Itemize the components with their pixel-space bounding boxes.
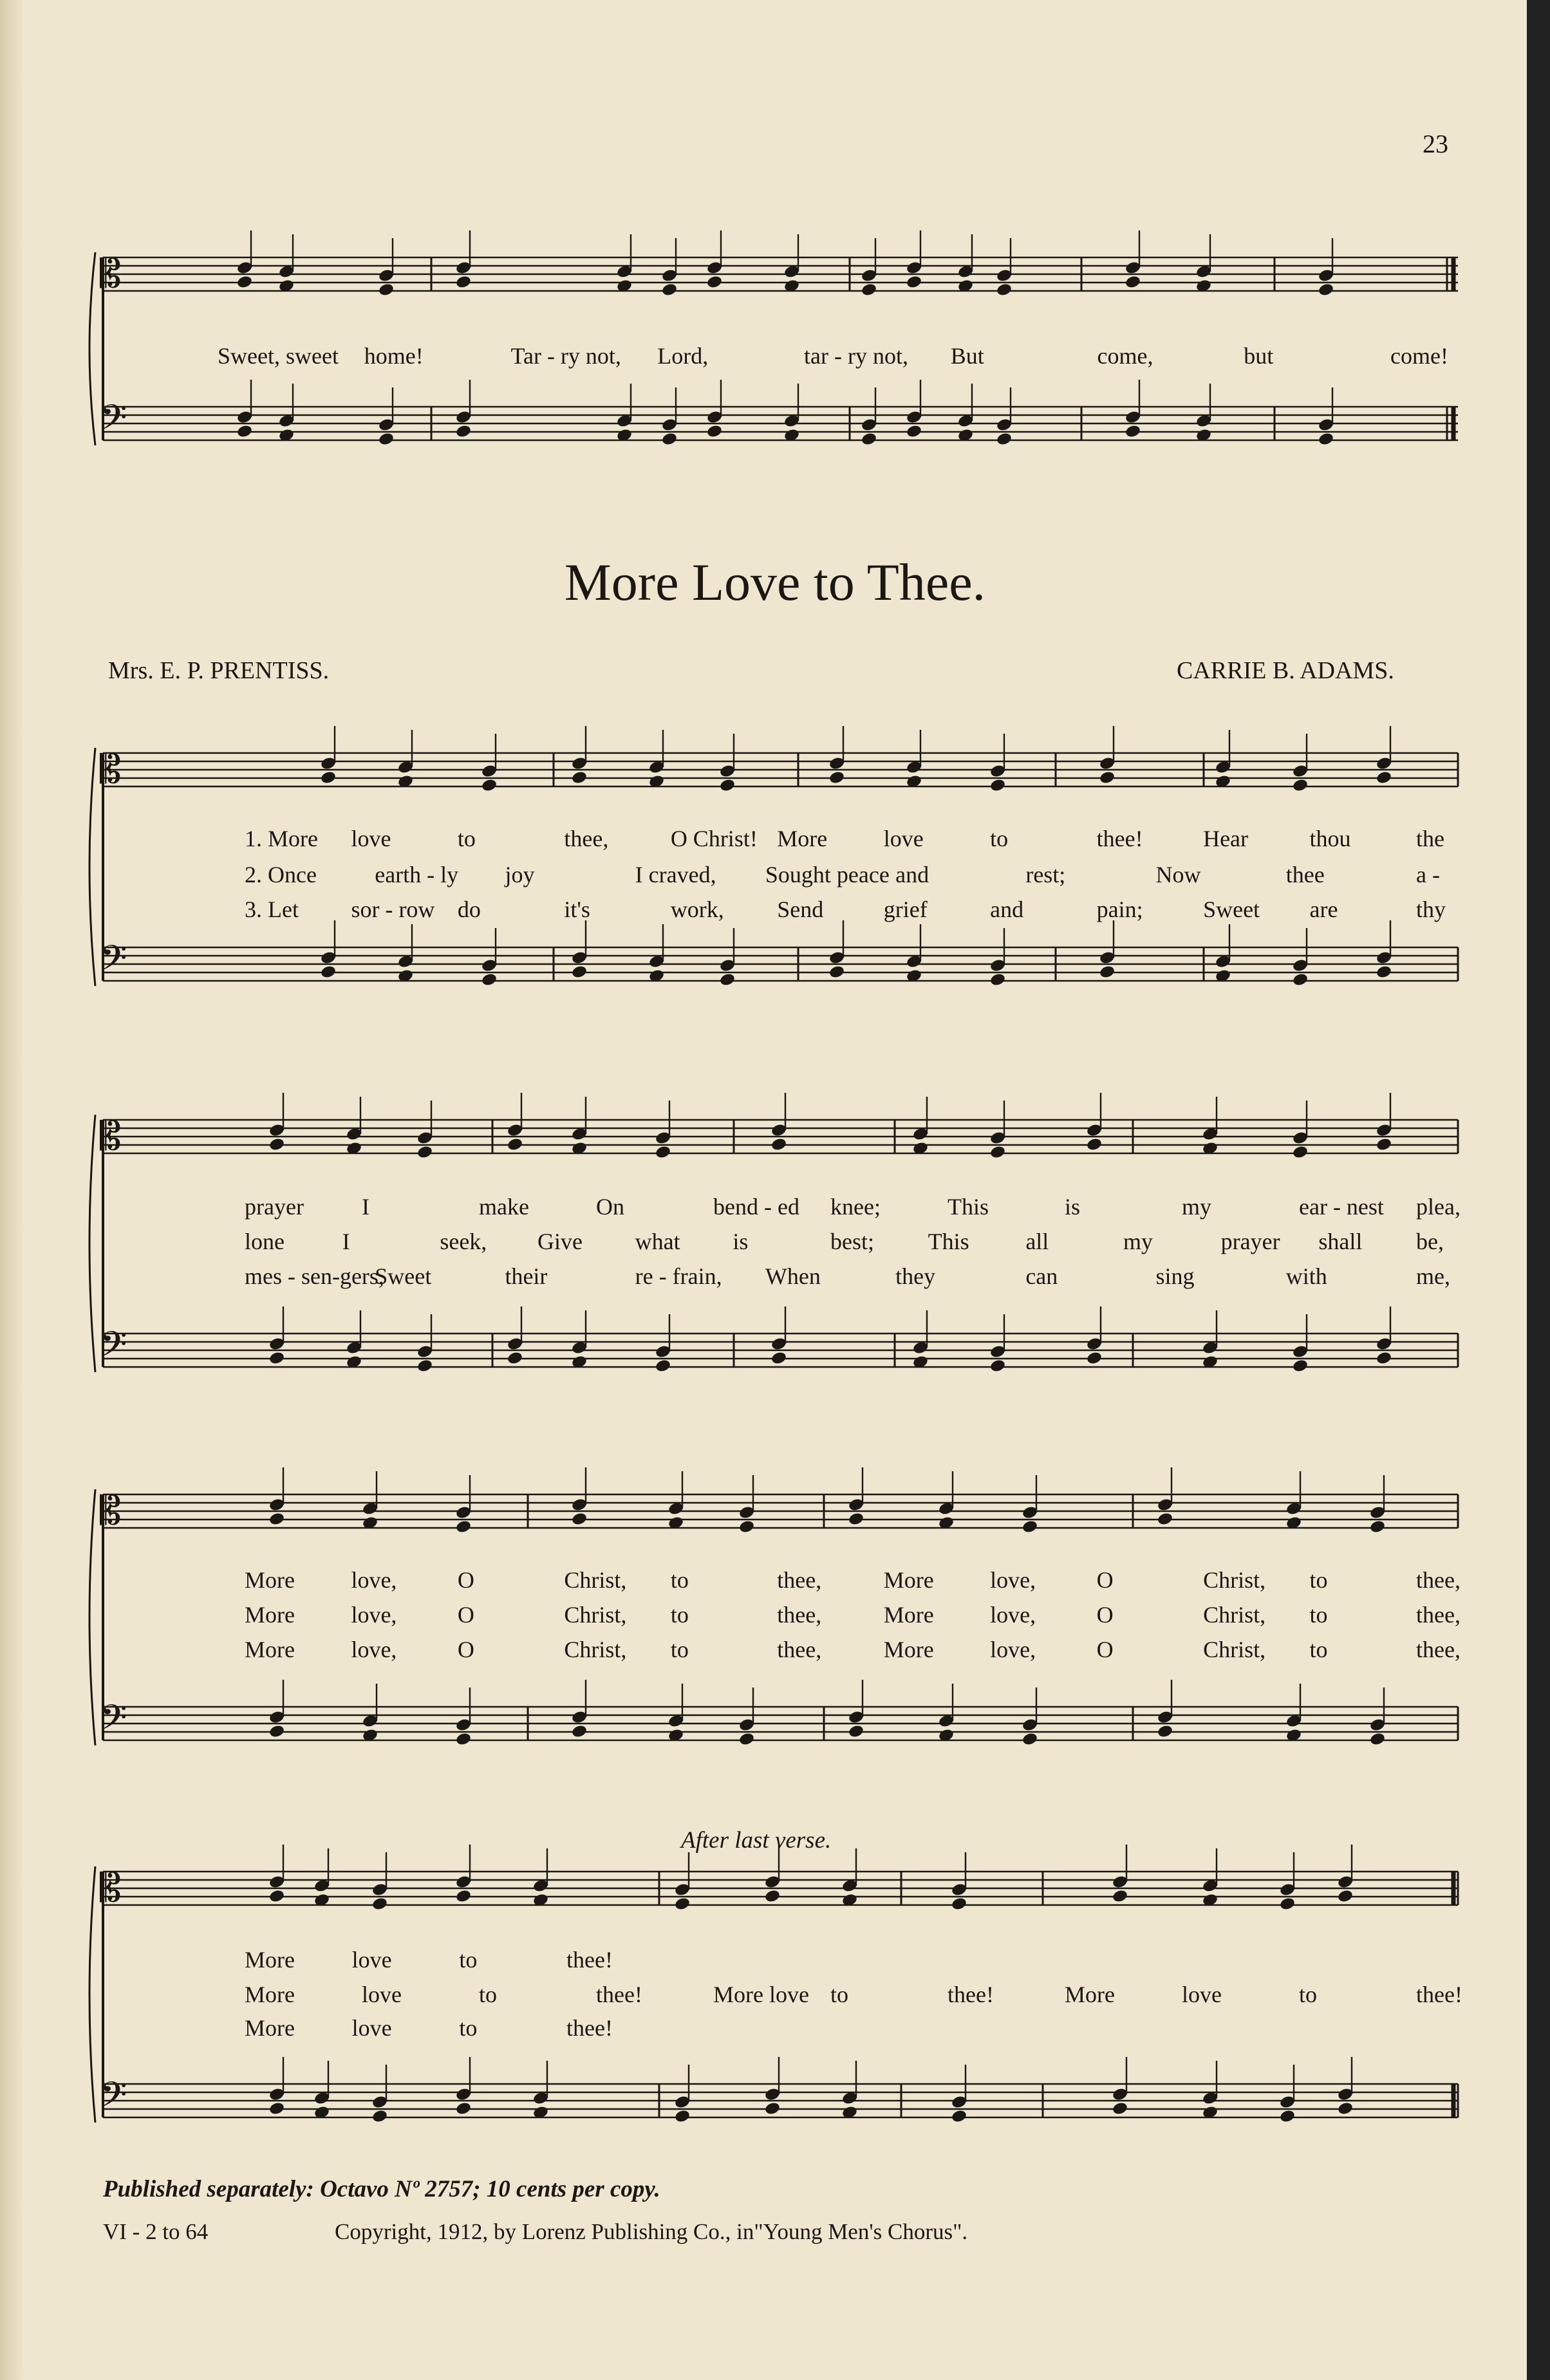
treble-clef-icon: 𝄡 (100, 1489, 122, 1534)
bass-notes-4-notehead (674, 2109, 691, 2124)
lyric-syllable: O Christ! (670, 826, 758, 851)
lyric-syllable: grief (883, 897, 928, 922)
lyric-syllable: Lord, (657, 343, 709, 369)
lyric-syllable: I (362, 1194, 369, 1220)
bass-notes-2-notehead (770, 1351, 787, 1366)
treble-notes-2-notehead (1376, 1137, 1392, 1152)
lyric-syllable: More (883, 1567, 934, 1593)
treble-notes-0-notehead (455, 275, 472, 290)
lyric-syllable: Now (1155, 862, 1201, 888)
lyric-syllable: More love (713, 1982, 809, 2007)
treble-notes-4-notehead (1112, 1889, 1128, 1904)
bass-notes-4-notehead (764, 2101, 781, 2116)
bass-notes-3-notehead (455, 1732, 472, 1747)
bass-notes-0-notehead (996, 432, 1013, 447)
lyric-syllable: More (245, 1982, 295, 2007)
bass-notes-4-notehead (268, 2101, 285, 2116)
lyric-syllable: thee (1285, 862, 1325, 888)
treble-notes-3-notehead (571, 1512, 588, 1527)
lyric-syllable: my (1123, 1229, 1153, 1254)
lyric-syllable: Christ, (564, 1567, 627, 1593)
publication-note: Published separately: Octavo Nº 2757; 10 cents per copy. (103, 2176, 660, 2202)
lyric-syllable: thee! (1416, 1982, 1462, 2007)
brace-icon (89, 252, 95, 445)
lyric-syllable: More (883, 1602, 934, 1628)
treble-clef-icon: 𝄡 (100, 252, 122, 297)
lyric-syllable: Christ, (1203, 1602, 1266, 1628)
lyric-syllable: More (245, 1602, 295, 1628)
treble-clef-icon: 𝄡 (100, 1866, 122, 1911)
treble-notes-4-notehead (951, 1897, 967, 1911)
after-last-verse-direction: After last verse. (681, 1827, 832, 1854)
bass-clef-icon: 𝄢 (100, 938, 127, 987)
lyric-syllable: work, (670, 897, 724, 922)
lyric-syllable: and (895, 862, 929, 888)
lyric-syllable: come, (1097, 343, 1153, 369)
lyric-syllable: O (1096, 1637, 1114, 1662)
bass-notes-1-notehead (989, 972, 1006, 987)
lyric-syllable: a - (1416, 862, 1440, 888)
treble-notes-2-notehead (416, 1145, 433, 1160)
lyric-syllable: love, (351, 1567, 397, 1593)
lyric-syllable: Christ, (564, 1637, 627, 1662)
lyric-syllable: When (765, 1263, 821, 1289)
lyric-syllable: I (342, 1229, 350, 1254)
bass-notes-4-notehead (951, 2109, 967, 2124)
lyric-syllable: thee, (564, 826, 609, 851)
bass-notes-3-notehead (571, 1724, 588, 1739)
lyric-syllable: make (479, 1194, 529, 1220)
bass-notes-0-notehead (378, 432, 395, 447)
lyric-syllable: plea, (1416, 1194, 1461, 1220)
lyric-syllable: to (990, 826, 1009, 851)
lyric-syllable: Christ, (1203, 1637, 1266, 1662)
treble-notes-2-notehead (507, 1137, 523, 1152)
lyric-syllable: More (245, 1567, 295, 1593)
lyric-syllable: thy (1416, 897, 1446, 922)
lyric-syllable: prayer (245, 1194, 304, 1220)
lyric-syllable: O (1096, 1567, 1114, 1593)
bass-notes-2-notehead (989, 1359, 1006, 1373)
treble-notes-3-notehead (455, 1520, 472, 1534)
lyric-syllable: But (950, 343, 984, 369)
lyric-syllable: lone (245, 1229, 285, 1254)
lyric-syllable: thee! (566, 2015, 613, 2041)
lyric-syllable: they (895, 1263, 936, 1289)
song-title: More Love to Thee. (564, 553, 986, 611)
bass-clef-icon: 𝄢 (100, 1324, 127, 1373)
treble-notes-3-notehead (268, 1512, 285, 1527)
bass-notes-0-notehead (455, 424, 472, 439)
lyric-syllable: to (459, 1947, 478, 1973)
lyric-syllable: Give (537, 1229, 583, 1254)
lyric-syllable: More (245, 2015, 295, 2041)
lyric-syllable: shall (1318, 1229, 1363, 1254)
lyric-syllable: the (1416, 826, 1444, 851)
lyric-syllable: love (362, 1982, 402, 2007)
lyric-syllable: Christ, (1203, 1567, 1266, 1593)
treble-notes-0-notehead (1318, 283, 1334, 297)
bass-notes-0-notehead (236, 424, 253, 439)
treble-notes-4-notehead (764, 1889, 781, 1904)
lyric-syllable: O (457, 1637, 474, 1662)
bass-notes-0-notehead (661, 432, 678, 447)
lyric-syllable: all (1025, 1229, 1049, 1254)
treble-notes-0-notehead (1125, 275, 1141, 290)
author-words: Mrs. E. P. PRENTISS. (108, 657, 330, 684)
lyric-syllable: thee, (1416, 1637, 1461, 1662)
bass-notes-4-notehead (1337, 2101, 1354, 2116)
lyric-syllable: prayer (1220, 1229, 1280, 1254)
lyric-syllable: thee, (1416, 1602, 1461, 1628)
lyric-syllable: thee! (1096, 826, 1143, 851)
lyric-syllable: More (883, 1637, 934, 1662)
lyric-syllable: are (1309, 897, 1338, 922)
treble-notes-0-notehead (906, 275, 922, 290)
bass-notes-2-notehead (1376, 1351, 1392, 1366)
lyric-syllable: but (1244, 343, 1274, 369)
lyric-syllable: their (505, 1263, 548, 1289)
bass-notes-3-notehead (1369, 1732, 1386, 1747)
lyric-syllable: thee! (596, 1982, 642, 2007)
treble-clef-icon: 𝄡 (100, 1114, 122, 1159)
bass-notes-0-notehead (1318, 432, 1334, 447)
lyric-syllable: to (1309, 1602, 1328, 1628)
treble-notes-1-notehead (481, 778, 498, 793)
bass-notes-2-notehead (268, 1351, 285, 1366)
bass-notes-2-notehead (655, 1359, 671, 1373)
treble-notes-4-notehead (455, 1889, 472, 1904)
lyric-syllable: love, (351, 1602, 397, 1628)
treble-notes-2-notehead (1292, 1145, 1309, 1160)
bass-notes-3-notehead (1157, 1724, 1173, 1739)
lyric-syllable: pain; (1096, 897, 1143, 922)
treble-notes-1-notehead (1376, 770, 1392, 785)
treble-notes-3-notehead (848, 1512, 864, 1527)
lyric-syllable: to (1299, 1982, 1318, 2007)
bass-notes-3-notehead (268, 1724, 285, 1739)
lyric-syllable: 1. More (245, 826, 318, 851)
bass-notes-0-notehead (1125, 424, 1141, 439)
treble-notes-1-notehead (571, 770, 588, 785)
lyric-syllable: love, (990, 1637, 1036, 1662)
lyric-syllable: thee, (777, 1637, 822, 1662)
lyric-syllable: O (1096, 1602, 1114, 1628)
treble-notes-3-notehead (1369, 1520, 1386, 1534)
treble-notes-3-notehead (1157, 1512, 1173, 1527)
lyric-syllable: Sought peace (765, 862, 890, 888)
bass-notes-1-notehead (1376, 965, 1392, 980)
lyric-syllable: O (457, 1567, 474, 1593)
lyric-syllable: love, (990, 1602, 1036, 1628)
lyric-syllable: to (670, 1637, 689, 1662)
treble-notes-2-notehead (655, 1145, 671, 1160)
bass-notes-0-notehead (906, 424, 922, 439)
treble-notes-1-notehead (828, 770, 845, 785)
treble-notes-0-notehead (706, 275, 723, 290)
treble-notes-1-notehead (1099, 770, 1116, 785)
bass-notes-4-notehead (1112, 2101, 1128, 2116)
lyric-syllable: home! (364, 343, 424, 369)
lyric-syllable: it's (564, 897, 590, 922)
bass-notes-1-notehead (1292, 972, 1309, 987)
lyric-syllable: my (1182, 1194, 1212, 1220)
lyric-syllable: love, (351, 1637, 397, 1662)
lyric-syllable: Christ, (564, 1602, 627, 1628)
treble-notes-2-notehead (989, 1145, 1006, 1160)
lyric-syllable: Sweet (375, 1263, 432, 1289)
bass-notes-2-notehead (1292, 1359, 1309, 1373)
lyric-syllable: Send (777, 897, 824, 922)
lyric-syllable: with (1285, 1263, 1327, 1289)
lyric-syllable: Sweet, sweet (218, 343, 339, 369)
bass-notes-0-notehead (861, 432, 877, 447)
treble-notes-2-notehead (268, 1137, 285, 1152)
bass-notes-1-notehead (719, 972, 736, 987)
lyric-syllable: bend - ed (713, 1194, 799, 1220)
lyric-syllable: I craved, (635, 862, 716, 888)
treble-notes-2-notehead (770, 1137, 787, 1152)
bass-notes-0-notehead (706, 424, 723, 439)
treble-notes-4-notehead (268, 1889, 285, 1904)
lyric-syllable: thee, (777, 1567, 822, 1593)
bass-notes-1-notehead (1099, 965, 1116, 980)
lyric-syllable: to (670, 1567, 689, 1593)
lyric-syllable: On (596, 1194, 624, 1220)
treble-notes-0-notehead (378, 283, 395, 297)
lyric-syllable: Sweet (1203, 897, 1260, 922)
lyric-syllable: O (457, 1602, 474, 1628)
lyric-syllable: love (351, 1947, 392, 1973)
lyric-syllable: love (351, 2015, 392, 2041)
lyric-syllable: thou (1309, 826, 1351, 851)
lyric-syllable: knee; (830, 1194, 881, 1220)
lyric-syllable: come! (1390, 343, 1448, 369)
page-number: 23 (1423, 129, 1448, 158)
bass-notes-1-notehead (571, 965, 588, 980)
lyric-syllable: 3. Let (245, 897, 299, 922)
bass-notes-3-notehead (738, 1732, 755, 1747)
lyric-syllable: to (670, 1602, 689, 1628)
lyric-syllable: joy (505, 862, 535, 888)
lyric-syllable: thee! (948, 1982, 994, 2007)
lyric-syllable: to (1309, 1567, 1328, 1593)
lyric-syllable: love (883, 826, 924, 851)
lyric-syllable: thee, (1416, 1567, 1461, 1593)
treble-notes-0-notehead (861, 283, 877, 297)
bass-notes-2-notehead (507, 1351, 523, 1366)
lyric-syllable: earth - ly (375, 862, 459, 888)
treble-notes-0-notehead (236, 275, 253, 290)
lyric-syllable: tar - ry not, (804, 343, 908, 369)
lyric-syllable: Hear (1203, 826, 1249, 851)
lyric-syllable: me, (1416, 1263, 1450, 1289)
lyric-syllable: thee, (777, 1602, 822, 1628)
bass-notes-1-notehead (481, 972, 498, 987)
lyric-syllable: This (928, 1229, 969, 1254)
lyric-syllable: seek, (440, 1229, 487, 1254)
lyric-syllable: love (351, 826, 391, 851)
lyric-syllable: to (830, 1982, 849, 2007)
bass-clef-icon: 𝄢 (100, 397, 127, 447)
lyric-syllable: rest; (1025, 862, 1066, 888)
lyric-syllable: sor - row (351, 897, 435, 922)
lyric-syllable: re - frain, (635, 1263, 722, 1289)
lyric-syllable: This (948, 1194, 989, 1220)
treble-notes-4-notehead (1279, 1897, 1296, 1911)
copyright-line: Copyright, 1912, by Lorenz Publishing Co., in"Young Men's Chorus". (335, 2219, 968, 2244)
treble-notes-1-notehead (1292, 778, 1309, 793)
lyric-syllable: 2. Once (245, 862, 317, 888)
treble-notes-4-notehead (1337, 1889, 1354, 1904)
lyric-syllable: More (777, 826, 828, 851)
treble-notes-1-notehead (320, 770, 337, 785)
lyric-syllable: be, (1416, 1229, 1444, 1254)
book-edge (1527, 0, 1550, 2380)
bass-notes-4-notehead (455, 2101, 472, 2116)
treble-notes-2-notehead (1086, 1137, 1103, 1152)
lyric-syllable: love, (990, 1567, 1036, 1593)
bass-notes-2-notehead (1086, 1351, 1103, 1366)
lyric-syllable: More (245, 1947, 295, 1973)
lyric-syllable: do (457, 897, 481, 922)
lyric-syllable: is (733, 1229, 749, 1254)
bass-notes-3-notehead (1022, 1732, 1038, 1747)
treble-notes-1-notehead (989, 778, 1006, 793)
bass-notes-3-notehead (848, 1724, 864, 1739)
lyric-syllable: and (990, 897, 1024, 922)
treble-notes-4-notehead (371, 1897, 388, 1911)
bass-clef-icon: 𝄢 (100, 2074, 127, 2124)
brace-icon (89, 748, 95, 986)
bass-notes-4-notehead (371, 2109, 388, 2124)
treble-notes-0-notehead (996, 283, 1013, 297)
treble-notes-0-notehead (661, 283, 678, 297)
lyric-syllable: love (1182, 1982, 1222, 2007)
brace-icon (89, 1115, 95, 1372)
treble-notes-1-notehead (719, 778, 736, 793)
treble-notes-3-notehead (738, 1520, 755, 1534)
lyric-syllable: to (457, 826, 476, 851)
lyric-syllable: More (245, 1637, 295, 1662)
lyric-syllable: ear - nest (1299, 1194, 1384, 1220)
lyric-syllable: to (459, 2015, 478, 2041)
brace-icon (89, 1489, 95, 1745)
treble-notes-4-notehead (674, 1897, 691, 1911)
author-music: CARRIE B. ADAMS. (1177, 657, 1394, 684)
bass-notes-1-notehead (320, 965, 337, 980)
lyric-syllable: Tar - ry not, (510, 343, 621, 369)
lyric-syllable: More (1065, 1982, 1115, 2007)
lyric-syllable: sing (1155, 1263, 1195, 1289)
lyric-syllable: to (1309, 1637, 1328, 1662)
lyric-syllable: to (479, 1982, 498, 2007)
lyric-syllable: is (1065, 1194, 1081, 1220)
lyric-syllable: what (635, 1229, 680, 1254)
brace-icon (89, 1866, 95, 2123)
lyric-syllable: thee! (566, 1947, 613, 1973)
bass-notes-2-notehead (416, 1359, 433, 1373)
publication-code: VI - 2 to 64 (103, 2219, 209, 2244)
bass-clef-icon: 𝄢 (100, 1697, 127, 1747)
treble-clef-icon: 𝄡 (100, 747, 122, 792)
lyric-syllable: mes - sen-gers, (245, 1263, 384, 1289)
lyric-syllable: can (1025, 1263, 1058, 1289)
bass-notes-1-notehead (828, 965, 845, 980)
bass-notes-4-notehead (1279, 2109, 1296, 2124)
lyric-syllable: best; (830, 1229, 874, 1254)
treble-notes-3-notehead (1022, 1520, 1038, 1534)
